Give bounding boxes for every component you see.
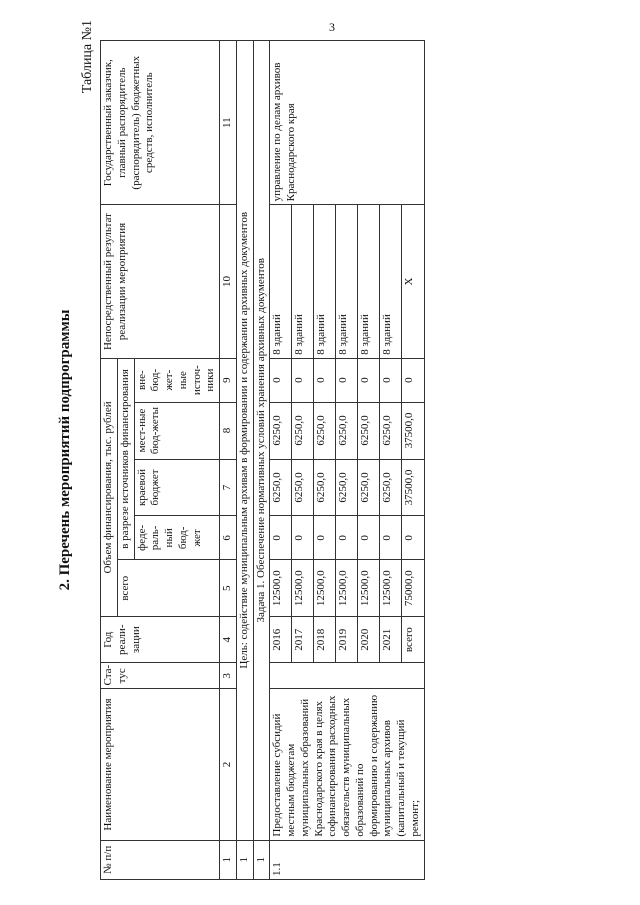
header-federal: феде-раль-ный бюд-жет [134, 516, 220, 560]
extra-cell: 0 [336, 358, 358, 402]
result-cell: 8 зданий [270, 205, 292, 358]
local-cell: 6250,0 [358, 402, 380, 459]
header-regional: краевой бюджет [134, 459, 220, 516]
federal-cell: 0 [336, 516, 358, 560]
item-num: 1.1 [270, 840, 424, 879]
col-number: 2 [220, 689, 237, 840]
sum-total-cell: 75000,0 [402, 560, 424, 617]
total-cell: 12500,0 [292, 560, 314, 617]
total-cell: 12500,0 [270, 560, 292, 617]
regional-cell: 6250,0 [380, 459, 402, 516]
col-number: 8 [220, 402, 237, 459]
local-cell: 6250,0 [292, 402, 314, 459]
year-cell: 2018 [314, 617, 336, 663]
document-title: 2. Перечень мероприятий подпрограммы [57, 309, 73, 591]
extra-cell: 0 [270, 358, 292, 402]
federal-cell: 0 [270, 516, 292, 560]
item-status [270, 663, 424, 689]
federal-cell: 0 [380, 516, 402, 560]
item-name: Предоставление субсидий местным бюджетам муниципальных образований Краснодарского края в целях софинансирования расходных обязательств муниципальных образований по формированию и содержанию муниципальных архивов (капитальный и текущий ремонт; [270, 689, 424, 840]
total-cell: 12500,0 [314, 560, 336, 617]
extra-cell: 0 [292, 358, 314, 402]
year-cell: 2017 [292, 617, 314, 663]
col-number: 3 [220, 663, 237, 689]
col-number: 9 [220, 358, 237, 402]
result-cell: 8 зданий [292, 205, 314, 358]
total-cell: 12500,0 [380, 560, 402, 617]
year-cell: 2016 [270, 617, 292, 663]
local-cell: 6250,0 [270, 402, 292, 459]
federal-cell: 0 [358, 516, 380, 560]
federal-cell: 0 [292, 516, 314, 560]
goal-row [236, 41, 253, 880]
col-number: 7 [220, 459, 237, 516]
task-text: Задача 1. Обеспечение нормативных условий хранения архивных документов [253, 41, 270, 841]
sum-result-cell: Х [402, 205, 424, 358]
page-number: 3 [329, 20, 335, 34]
year-cell: 2020 [358, 617, 380, 663]
regional-cell: 6250,0 [336, 459, 358, 516]
header-year: Год реали-зации [101, 617, 220, 663]
table-row [270, 41, 292, 880]
total-cell: 12500,0 [358, 560, 380, 617]
extra-cell: 0 [380, 358, 402, 402]
col-number: 1 [220, 840, 237, 879]
task-num: 1 [253, 840, 270, 879]
total-cell: 12500,0 [336, 560, 358, 617]
regional-cell: 6250,0 [292, 459, 314, 516]
item-customer: управление по делам архивов Краснодарского края [270, 41, 424, 205]
header-result: Непосредственный результат реализации мероприятия [101, 205, 220, 358]
header-local: мест-ные бюд-жеты [134, 402, 220, 459]
column-numbers-row [220, 41, 237, 880]
header-extrabudget: вне-бюд-жет-ные источ-ники [134, 358, 220, 402]
regional-cell: 6250,0 [314, 459, 336, 516]
result-cell: 8 зданий [336, 205, 358, 358]
rotated-page-content [45, 20, 605, 880]
result-cell: 8 зданий [358, 205, 380, 358]
result-cell: 8 зданий [380, 205, 402, 358]
sum-federal-cell: 0 [402, 516, 424, 560]
sum-year-cell: всего [402, 617, 424, 663]
header-name: Наименование мероприятия [101, 689, 220, 840]
header-num: № п/п [101, 840, 220, 879]
header-status: Ста-тус [101, 663, 220, 689]
header-total: всего [117, 560, 219, 617]
header-finance: Объем финансирования, тыс. рублей [101, 358, 118, 616]
regional-cell: 6250,0 [270, 459, 292, 516]
col-number: 5 [220, 560, 237, 617]
result-cell: 8 зданий [314, 205, 336, 358]
col-number: 4 [220, 617, 237, 663]
local-cell: 6250,0 [380, 402, 402, 459]
federal-cell: 0 [314, 516, 336, 560]
col-number: 11 [220, 41, 237, 205]
extra-cell: 0 [314, 358, 336, 402]
task-row [253, 41, 270, 880]
header-by-source: в разрезе источников финансирования [117, 358, 134, 560]
year-cell: 2019 [336, 617, 358, 663]
extra-cell: 0 [358, 358, 380, 402]
regional-cell: 6250,0 [358, 459, 380, 516]
sum-local-cell: 37500,0 [402, 402, 424, 459]
header-customer: Государственный заказчик, главный распорядитель (распорядитель) бюджетных средств, исполнитель [101, 41, 220, 205]
year-cell: 2021 [380, 617, 402, 663]
local-cell: 6250,0 [314, 402, 336, 459]
sum-regional-cell: 37500,0 [402, 459, 424, 516]
goal-text: Цель: содействие муниципальным архивам в формировании и содержании архивных документов [236, 41, 253, 841]
goal-num: 1 [236, 840, 253, 879]
sum-extra-cell: 0 [402, 358, 424, 402]
table-label: Таблица №1 [80, 20, 95, 94]
local-cell: 6250,0 [336, 402, 358, 459]
col-number: 10 [220, 205, 237, 358]
col-number: 6 [220, 516, 237, 560]
activities-table [100, 40, 425, 880]
